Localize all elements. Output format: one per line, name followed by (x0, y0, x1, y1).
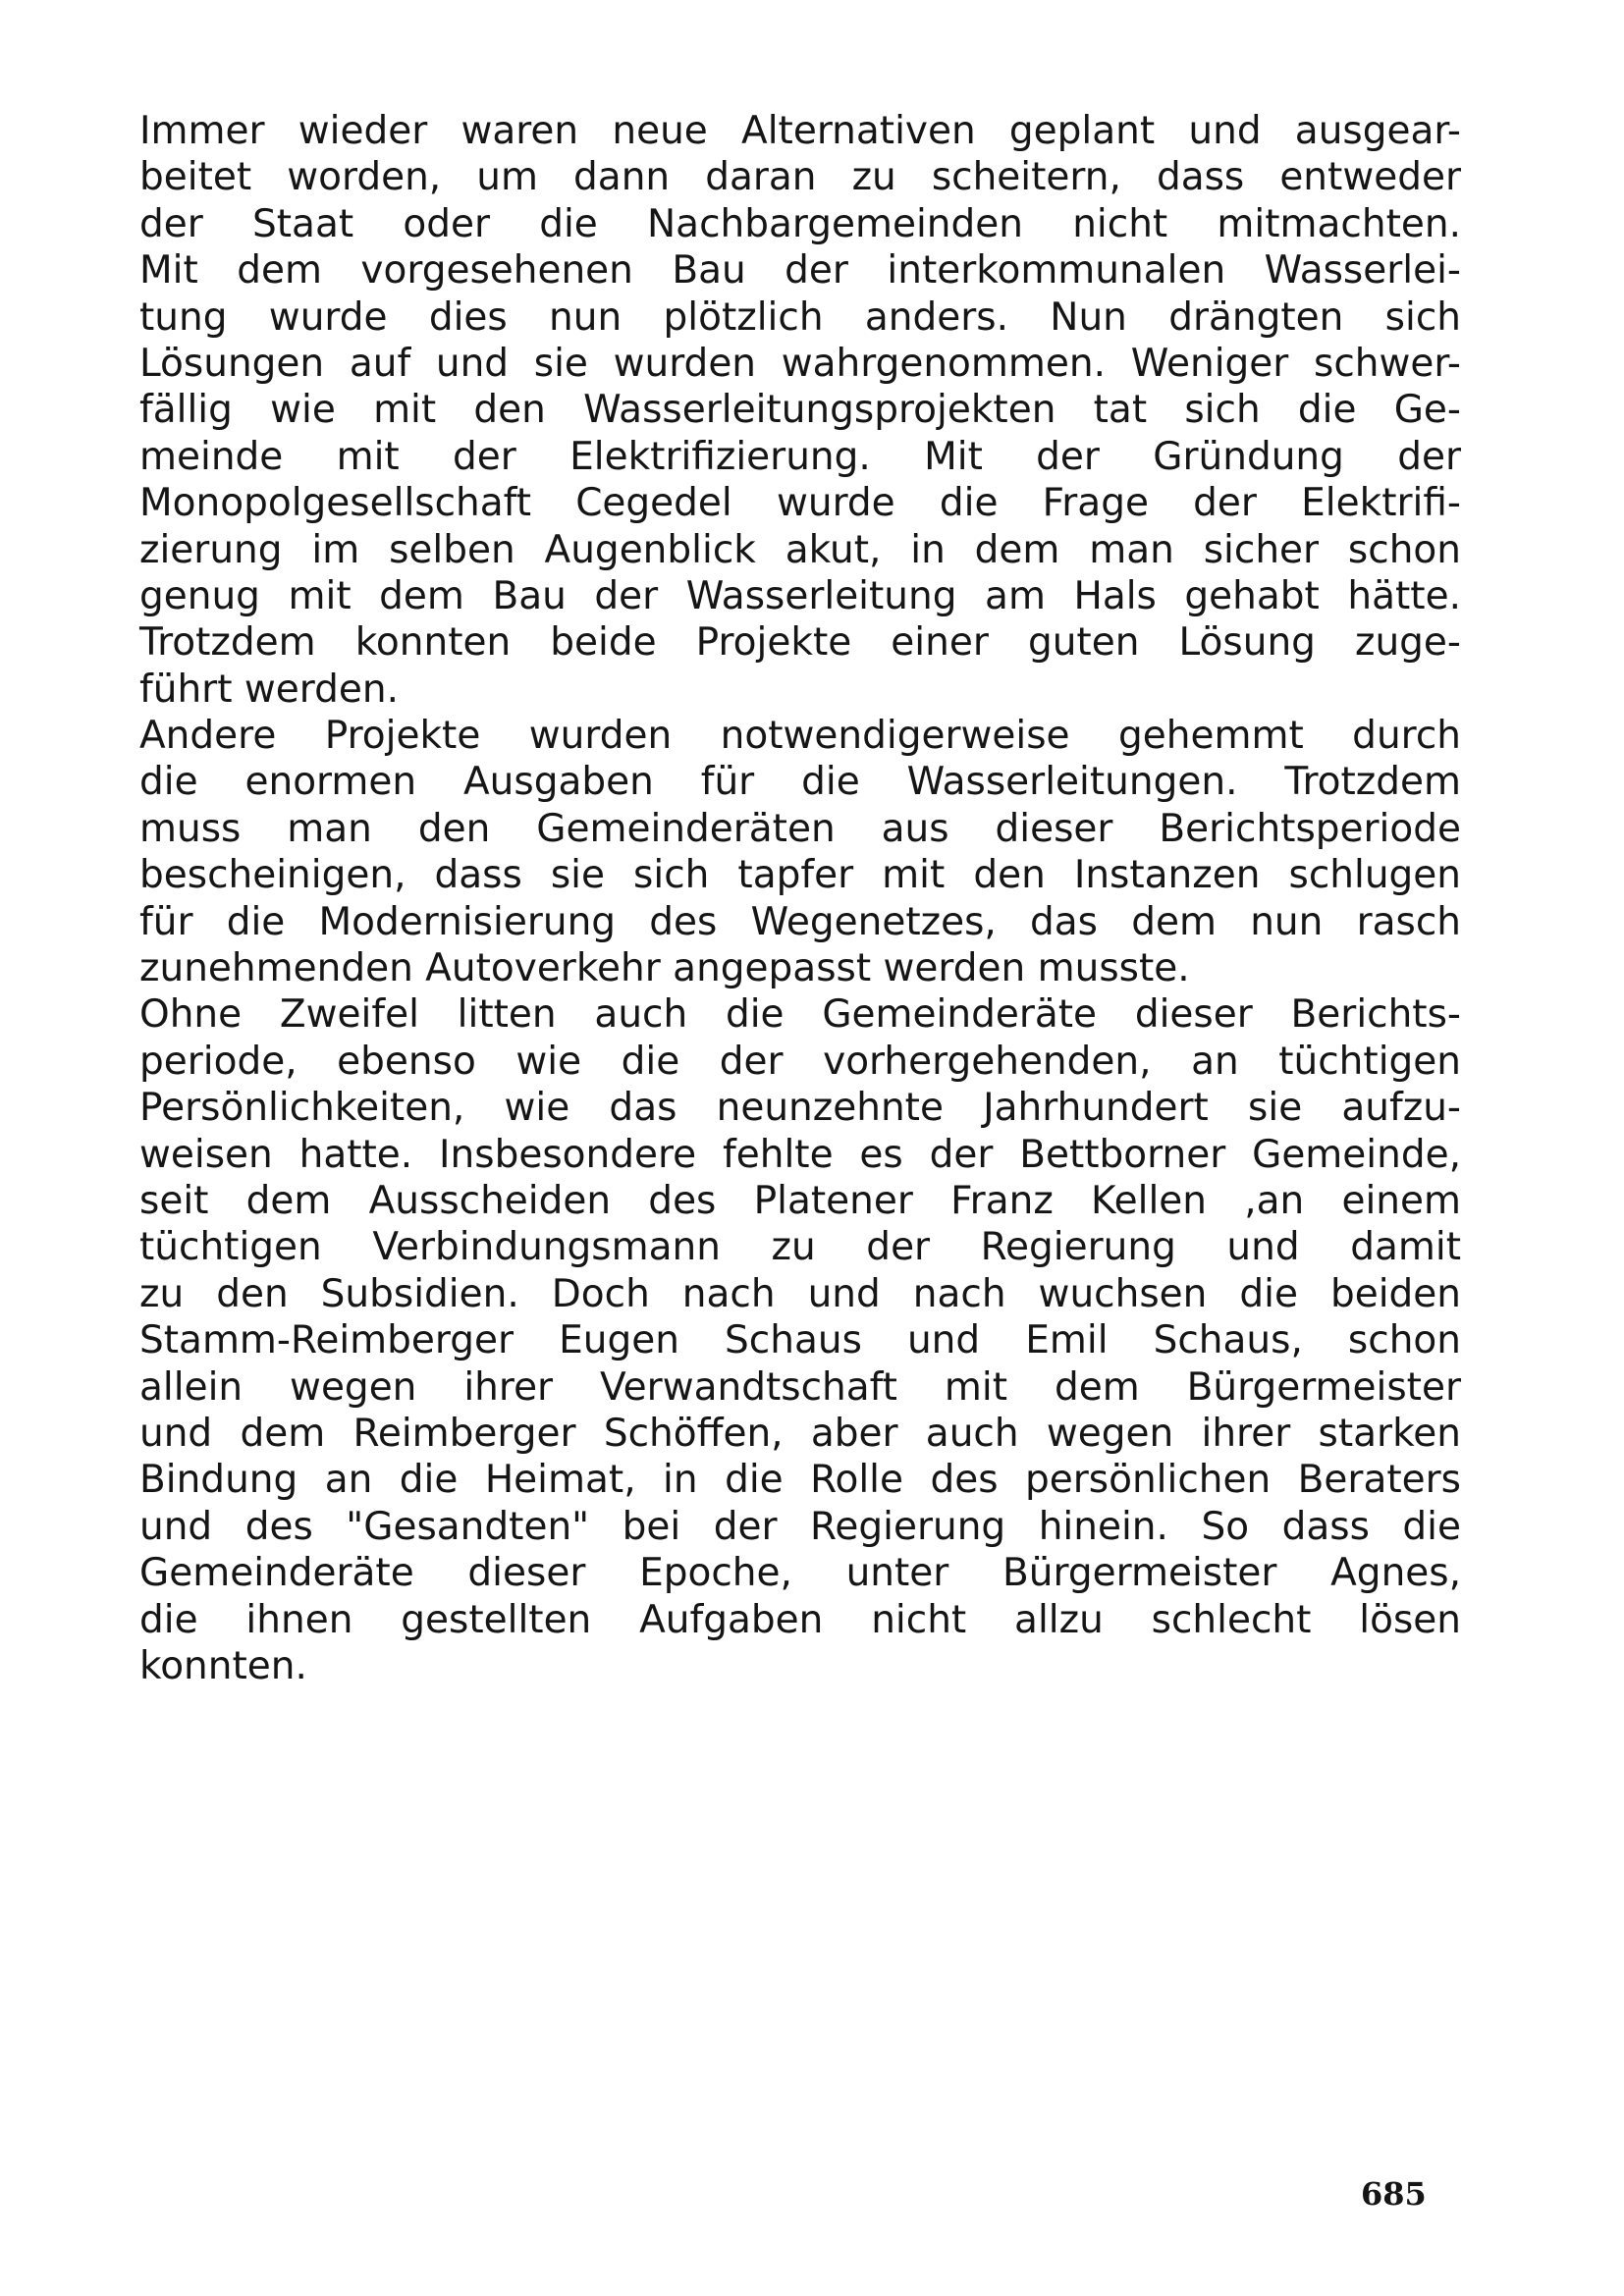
text-line: Persönlichkeiten, wie das neunzehnte Jahrhundert sie aufzu- (139, 1086, 1461, 1131)
text-line: genug mit dem Bau der Wasserleitung am Hals gehabt hätte. (139, 573, 1461, 618)
text-line: periode, ebenso wie die der vorhergehenden, an tüchtigen (139, 1039, 1461, 1084)
text-line: Lösungen auf und sie wurden wahrgenommen. Weniger schwer- (139, 341, 1461, 386)
page-number: 685 (1361, 2175, 1427, 2213)
text-line: Bindung an die Heimat, in die Rolle des persönlichen Beraters (139, 1458, 1461, 1503)
text-line: zu den Subsidien. Doch nach und nach wuchsen die beiden (139, 1271, 1461, 1316)
paragraph (139, 713, 1461, 991)
text-line: und dem Reimberger Schöffen, aber auch wegen ihrer starken (139, 1411, 1461, 1456)
paragraph (139, 108, 1461, 713)
text-line: Andere Projekte wurden notwendigerweise gehemmt durch (139, 714, 1461, 759)
text-line: konnten. (139, 1643, 307, 1688)
text-line: Gemeinderäte dieser Epoche, unter Bürgermeister Agnes, (139, 1551, 1461, 1596)
text-line: muss man den Gemeinderäten aus dieser Berichtsperiode (139, 806, 1461, 851)
paragraph (139, 991, 1461, 1689)
text-line: Immer wieder waren neue Alternativen geplant und ausgear- (139, 109, 1461, 153)
text-line: meinde mit der Elektrifizierung. Mit der Gründung der (139, 434, 1461, 479)
text-line: für die Modernisierung des Wegenetzes, das dem nun rasch (139, 899, 1461, 944)
text-line: Trotzdem konnten beide Projekte einer guten Lösung zuge- (139, 620, 1461, 666)
text-line: die ihnen gestellten Aufgaben nicht allzu schlecht lösen (139, 1597, 1461, 1642)
text-line: tung wurde dies nun plötzlich anders. Nun drängten sich (139, 294, 1461, 340)
text-line: der Staat oder die Nachbargemeinden nicht mitmachten. (139, 201, 1461, 246)
text-line: und des "Gesandten" bei der Regierung hinein. So dass die (139, 1504, 1461, 1549)
text-line: führt werden. (139, 667, 399, 712)
text-line: bescheinigen, dass sie sich tapfer mit den Instanzen schlugen (139, 853, 1461, 898)
text-line: tüchtigen Verbindungsmann zu der Regierung und damit (139, 1225, 1461, 1270)
text-line: die enormen Ausgaben für die Wasserleitungen. Trotzdem (139, 760, 1461, 805)
text-line: seit dem Ausscheiden des Platener Franz Kellen ,an einem (139, 1178, 1461, 1223)
text-line: allein wegen ihrer Verwandtschaft mit dem Bürgermeister (139, 1364, 1461, 1410)
body-text (139, 108, 1461, 1689)
text-line: zierung im selben Augenblick akut, in dem man sicher schon (139, 527, 1461, 572)
text-line: Mit dem vorgesehenen Bau der interkommunalen Wasserlei- (139, 248, 1461, 294)
text-line: beitet worden, um dann daran zu scheitern, dass entweder (139, 155, 1461, 200)
text-line: fällig wie mit den Wasserleitungsprojekten tat sich die Ge- (139, 388, 1461, 433)
text-line: Ohne Zweifel litten auch die Gemeinderäte dieser Berichts- (139, 992, 1461, 1038)
text-line: weisen hatte. Insbesondere fehlte es der Bettborner Gemeinde, (139, 1132, 1461, 1177)
text-line: Stamm-Reimberger Eugen Schaus und Emil Schaus, schon (139, 1318, 1461, 1363)
text-line: Monopolgesellschaft Cegedel wurde die Frage der Elektrifi- (139, 481, 1461, 526)
text-line: zunehmenden Autoverkehr angepasst werden musste. (139, 946, 1190, 991)
